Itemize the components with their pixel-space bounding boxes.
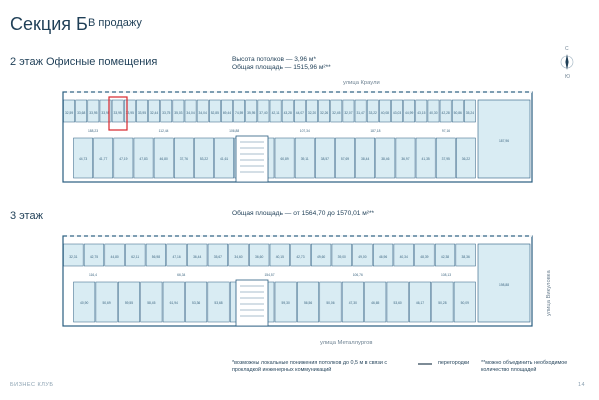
- room-area-label: 58,45: [147, 301, 156, 305]
- room-area-label: 40,30: [429, 111, 438, 115]
- room-area-label: 60,89: [280, 157, 289, 161]
- room-area-label: 41,77: [99, 157, 108, 161]
- partition-line-icon: [418, 363, 432, 365]
- room-area-label: 37,95: [441, 157, 450, 161]
- corner-block-area-label: 187,96: [498, 139, 510, 143]
- room-area-label: 50,28: [438, 301, 447, 305]
- room-area-label: 33,75: [162, 111, 171, 115]
- room-area-label: 40,90: [80, 301, 89, 305]
- room-area-label: 35,24: [465, 111, 475, 115]
- room-area-label: 46,65: [371, 301, 380, 305]
- room-area-label: 31,47: [356, 111, 365, 115]
- room-area-label: 33,95: [89, 111, 98, 115]
- room-area-label: 34,04: [198, 111, 207, 115]
- room-area-label: 57,69: [340, 157, 350, 161]
- floor2-plan: [63, 92, 532, 182]
- room-area-label: 44,07: [295, 111, 305, 115]
- floor2-ceiling-height: Высота потолков — 3,96 м*: [232, 56, 317, 63]
- room-area-label: 43,03: [392, 111, 402, 115]
- room-area-label: 50,69: [102, 301, 111, 305]
- room-area-label: 37,40: [259, 111, 268, 115]
- zone-area-label: 187,18: [370, 129, 381, 133]
- page-number: 14: [578, 382, 586, 388]
- room-area-label: 32,45: [332, 111, 341, 115]
- room-area-label: 53,60: [393, 301, 402, 305]
- room-area-label: 43,15: [417, 111, 426, 115]
- room-area-label: 33,95: [113, 111, 122, 115]
- room-area-label: 74,59: [234, 111, 244, 115]
- zone-area-label: 107,34: [299, 129, 310, 133]
- combine-note: **можно объединить необходимое количество площадей: [481, 360, 568, 373]
- floor2-street-top: улица Краули: [343, 80, 380, 86]
- room-area-label: 47,19: [119, 157, 128, 161]
- core-stairs: [236, 136, 268, 182]
- compass-north-label: С: [565, 46, 569, 52]
- room-area-label: 61,94: [169, 301, 178, 305]
- footer-brand: БИЗНЕС КЛУБ: [10, 382, 54, 388]
- room-area-label: 56,98: [151, 255, 161, 259]
- zone-area-label: 97,16: [441, 129, 451, 133]
- room-area-label: 49,00: [358, 255, 367, 259]
- section-title: Секция Б: [10, 14, 88, 34]
- room-area-label: 32,07: [344, 111, 353, 115]
- room-area-label: 38,36: [461, 255, 470, 259]
- zone-area-label: 108,13: [440, 273, 452, 277]
- room-area-label: 33,68: [77, 111, 86, 115]
- room-area-label: 42,28: [441, 111, 450, 115]
- room-area-label: 56,56: [303, 301, 313, 305]
- room-area-label: 33,22: [368, 111, 377, 115]
- room-area-label: 50,09: [460, 301, 469, 305]
- room-area-label: 62,11: [131, 255, 140, 259]
- corridor: [65, 268, 530, 280]
- room-area-label: 38,57: [320, 157, 330, 161]
- room-area-label: 44,99: [405, 111, 414, 115]
- room-area-label: 52,85: [210, 111, 219, 115]
- room-area-label: 32,26: [320, 111, 329, 115]
- floor2-total-area: Общая площадь — 1515,96 м²**: [232, 64, 331, 71]
- room-area-label: 50,06: [326, 301, 335, 305]
- legend-partition-label: перегородки: [438, 360, 470, 366]
- room-area-label: 35,03: [174, 111, 183, 115]
- room-area-label: 40,08: [380, 111, 390, 115]
- zone-area-label: 106,76: [352, 273, 363, 277]
- room-area-label: 35,95: [247, 111, 256, 115]
- zone-area-label: 106,88: [229, 129, 240, 133]
- zone-area-label: 154,57: [264, 273, 275, 277]
- room-area-label: 40,15: [275, 255, 284, 259]
- room-area-label: 59,30: [281, 301, 290, 305]
- room-area-label: 42,75: [89, 255, 99, 259]
- zone-area-label: 66,34: [177, 273, 186, 277]
- core-stairs: [236, 280, 268, 326]
- floor3-street-bottom: улица Металлургов: [320, 340, 373, 346]
- room-area-label: 42,73: [296, 255, 305, 259]
- room-area-label: 44,73: [78, 157, 88, 161]
- room-area-label: 33,95: [125, 111, 134, 115]
- room-area-label: 38,46: [381, 157, 390, 161]
- corner-block-area-label: 198,88: [498, 283, 510, 287]
- room-area-label: 32,31: [69, 255, 78, 259]
- room-area-label: 49,60: [316, 255, 326, 259]
- room-area-label: 47,30: [348, 301, 357, 305]
- room-area-label: 34,04: [186, 111, 195, 115]
- room-area-label: 42,11: [271, 111, 280, 115]
- room-area-label: 53,22: [199, 157, 209, 161]
- floor3-street-right: улица Викуловка: [546, 270, 552, 316]
- ceiling-note: *возможны локальные понижения потолков до 0,5 м в связи с прокладкой инженерных коммуникаций: [232, 360, 388, 373]
- room-area-label: 39,11: [300, 157, 309, 161]
- floor3-total-area: Общая площадь — от 1564,70 до 1570,01 м²**: [232, 210, 375, 217]
- room-area-label: 36,22: [461, 157, 471, 161]
- room-area-label: 33,95: [137, 111, 147, 115]
- floor3-title: 3 этаж: [10, 210, 43, 222]
- room-area-label: 59,55: [124, 301, 134, 305]
- room-area-label: 46,17: [415, 301, 425, 305]
- room-area-label: 36,97: [401, 157, 410, 161]
- room-area-label: 43,28: [283, 111, 292, 115]
- zone-area-label: 188,23: [87, 129, 99, 133]
- corridor: [65, 124, 530, 136]
- floor2-title: 2 этаж Офисные помещения: [10, 56, 158, 68]
- room-area-label: 44,80: [110, 255, 119, 259]
- room-area-label: 46,80: [159, 157, 168, 161]
- room-area-label: 69,44: [222, 111, 232, 115]
- zone-area-label: 116,4: [88, 273, 98, 277]
- room-area-label: 34,60: [234, 255, 243, 259]
- room-area-label: 47,16: [172, 255, 181, 259]
- room-area-label: 37,76: [179, 157, 188, 161]
- room-area-label: 35,67: [213, 255, 223, 259]
- room-area-label: 39,00: [337, 255, 346, 259]
- room-area-label: 32,20: [307, 111, 317, 115]
- room-area-label: 32,44: [149, 111, 159, 115]
- room-area-label: 42,38: [440, 255, 450, 259]
- room-area-label: 50,86: [453, 111, 462, 115]
- room-area-label: 48,39: [420, 255, 429, 259]
- room-area-label: 36,60: [255, 255, 264, 259]
- room-area-label: 53,36: [192, 301, 201, 305]
- room-area-label: 41,61: [219, 157, 229, 161]
- room-area-label: 46,96: [378, 255, 388, 259]
- room-area-label: 33,95: [101, 111, 110, 115]
- room-area-label: 47,83: [139, 157, 148, 161]
- sale-status-label: В продажу: [88, 17, 142, 29]
- room-area-label: 41,35: [421, 157, 430, 161]
- room-area-label: 32,59: [64, 111, 74, 115]
- room-area-label: 38,44: [361, 157, 370, 161]
- room-area-label: 40,34: [399, 255, 408, 259]
- room-area-label: 53,68: [214, 301, 223, 305]
- room-area-label: 36,44: [193, 255, 202, 259]
- zone-area-label: 112,44: [158, 129, 169, 133]
- compass-south-label: Ю: [565, 74, 571, 80]
- floor3-plan: [63, 236, 532, 326]
